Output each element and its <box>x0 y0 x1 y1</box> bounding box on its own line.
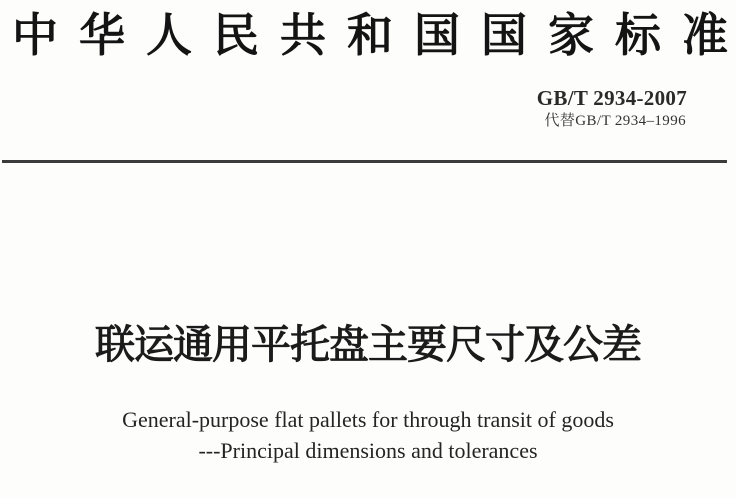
standard-title-english <box>0 404 736 466</box>
superseded-standard-note: 代替GB/T 2934–1996 <box>544 113 686 129</box>
header-divider-rule <box>2 160 727 163</box>
standard-title-english-line1: General-purpose flat pallets for through transit of goods <box>122 407 614 432</box>
national-standard-heading: 中 华 人 民 共 和 国 国 家 标 准 <box>12 10 728 61</box>
standard-title-chinese: 联运通用平托盘主要尺寸及公差 <box>95 323 641 367</box>
standard-code: GB/T 2934-2007 <box>536 86 687 110</box>
standard-title-english-line2: ---Principal dimensions and tolerances <box>198 438 538 463</box>
